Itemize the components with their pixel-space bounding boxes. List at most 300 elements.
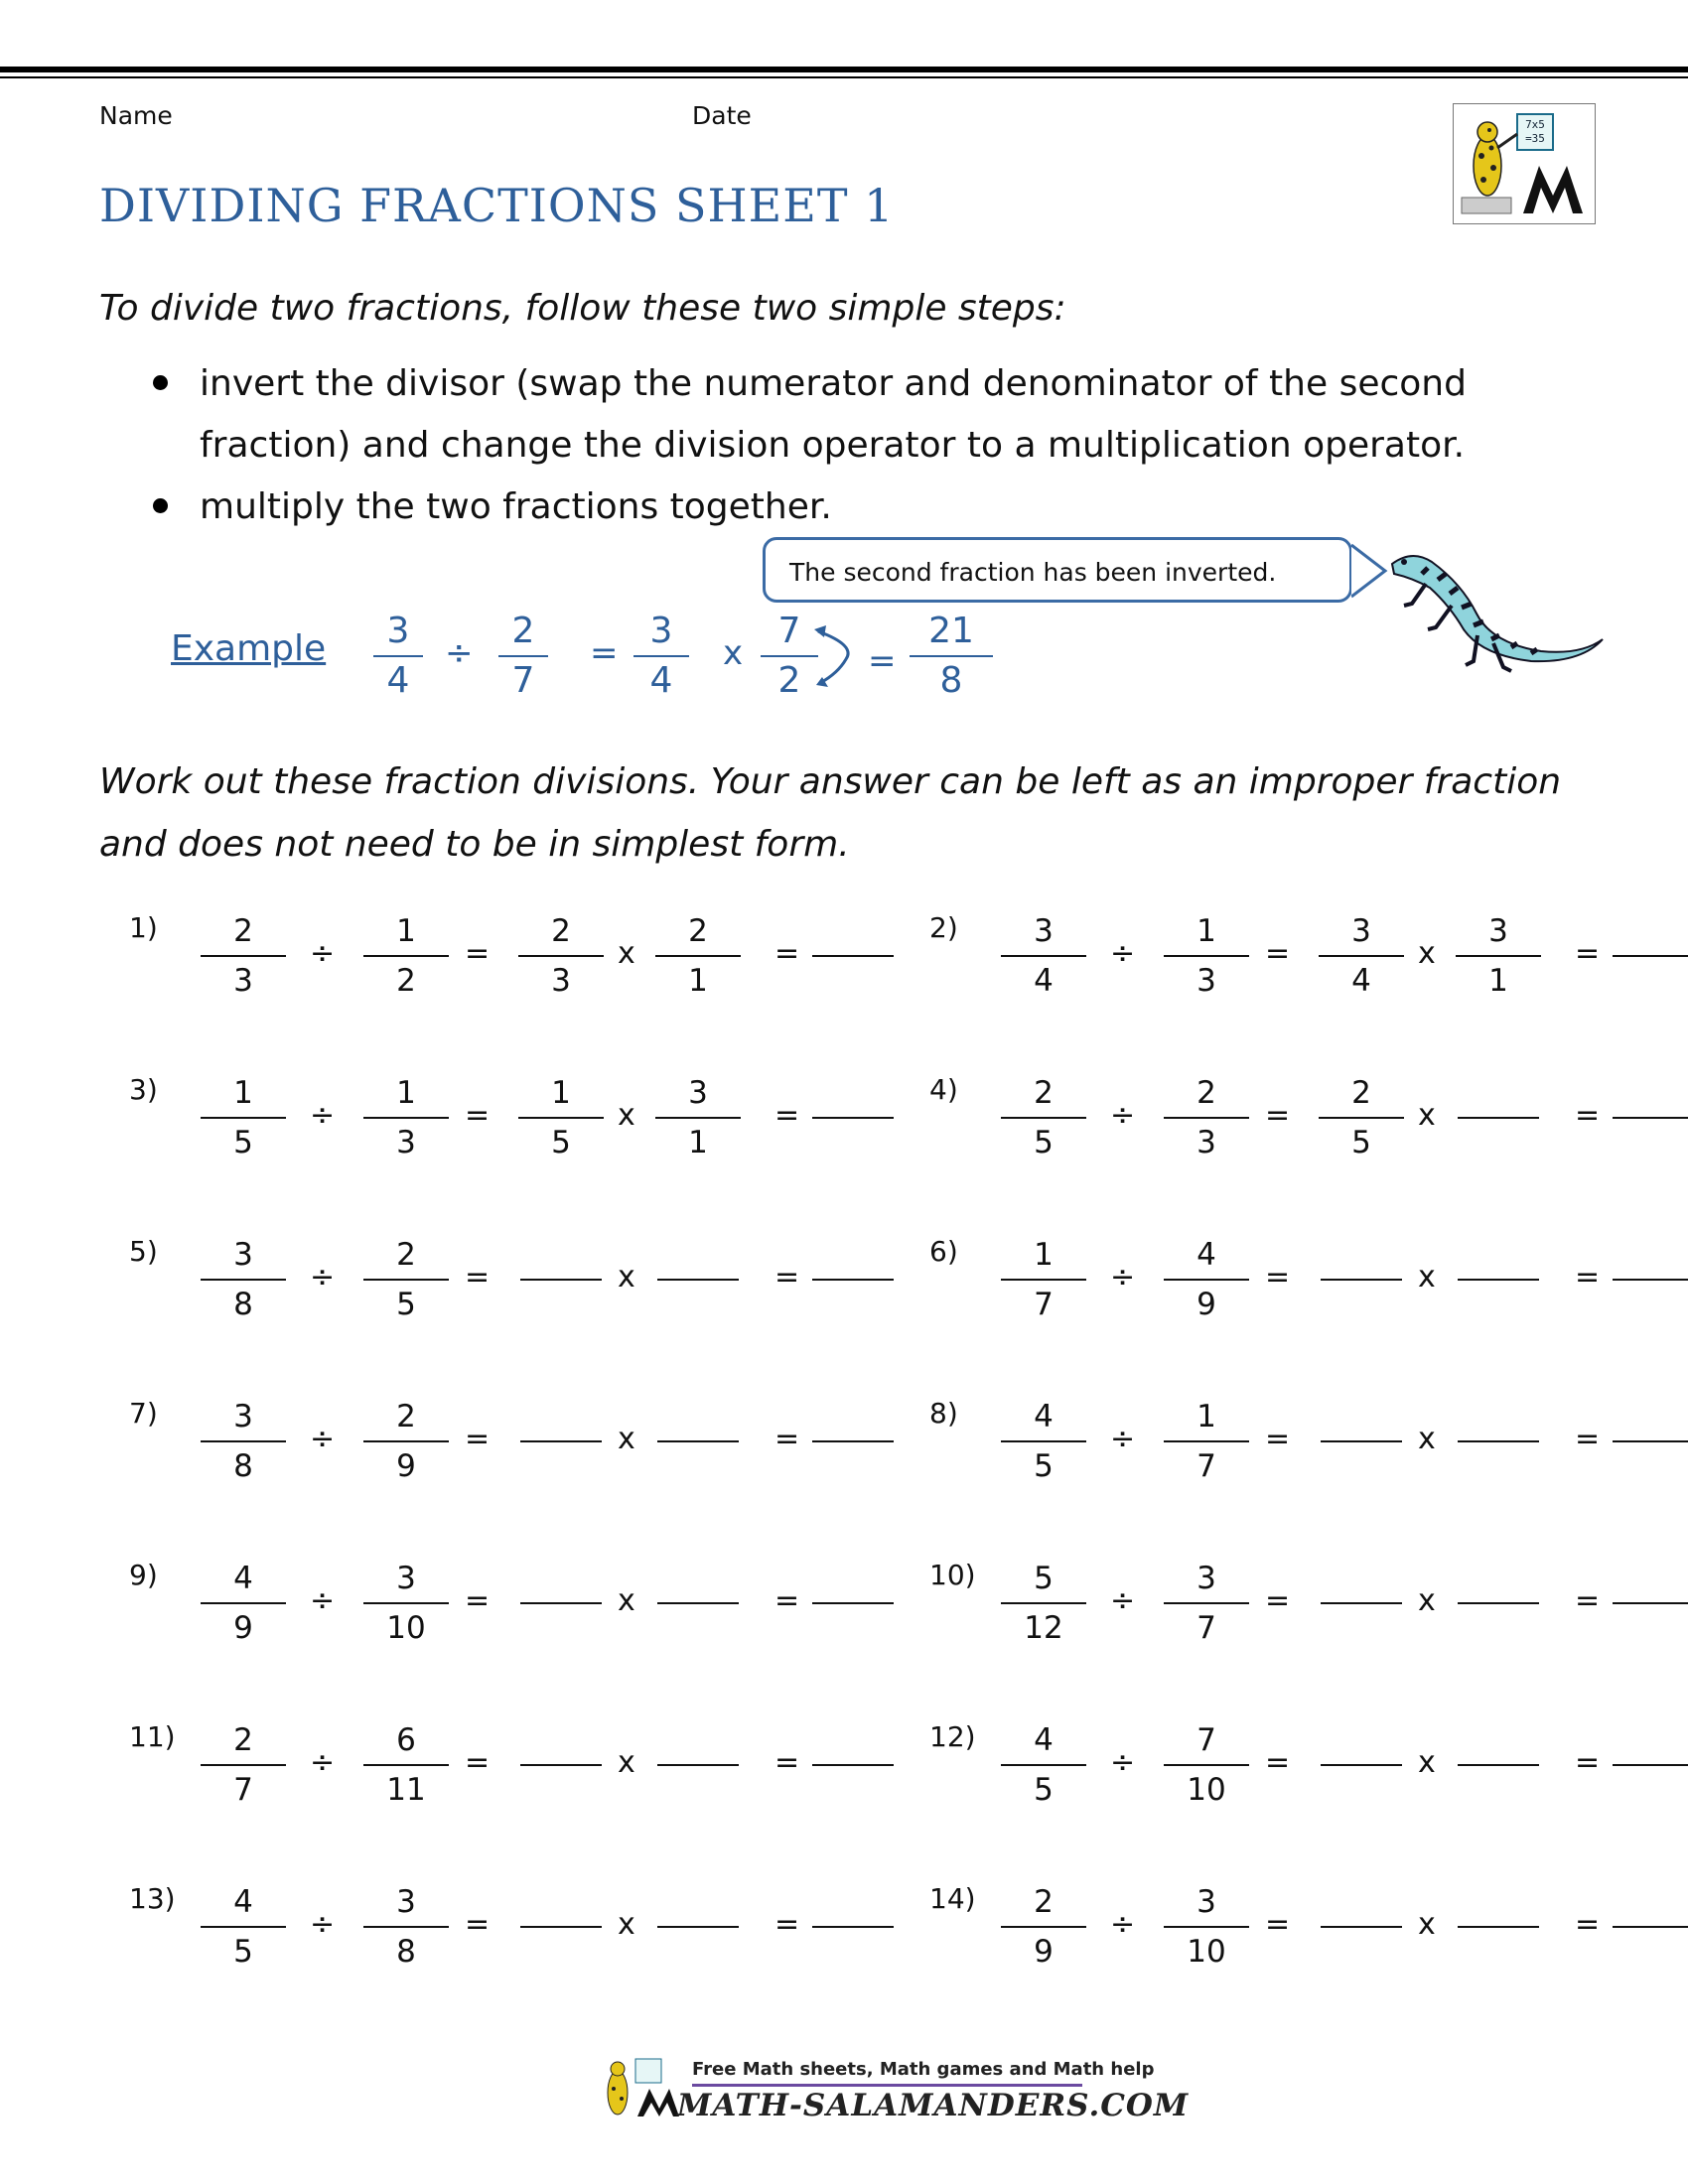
fraction-bar <box>363 1602 449 1604</box>
footer-logo-icon <box>594 2055 681 2118</box>
problem-item <box>929 1235 1688 1344</box>
first-fraction-blank[interactable] <box>1321 1926 1402 1928</box>
times-sign: x <box>1418 1098 1436 1133</box>
numerator: 7 <box>777 611 801 651</box>
numerator: 1 <box>1196 913 1216 949</box>
denominator: 10 <box>1187 1772 1226 1808</box>
fraction-bar <box>1164 1117 1249 1119</box>
problem-item <box>929 1882 1688 1991</box>
times-sign: x <box>1418 1260 1436 1295</box>
fraction-bar <box>1001 1602 1086 1604</box>
fraction-bar <box>201 1440 286 1442</box>
inverted-fraction-blank[interactable] <box>657 1279 739 1281</box>
denominator: 5 <box>1034 1125 1054 1160</box>
fraction <box>1164 1559 1249 1648</box>
fraction <box>363 911 449 1001</box>
divide-sign: ÷ <box>310 936 336 971</box>
problem-number: 3) <box>129 1073 158 1106</box>
step-item <box>147 353 1537 477</box>
numerator: 4 <box>233 1561 253 1596</box>
fraction <box>363 1235 449 1324</box>
numerator: 1 <box>1034 1237 1054 1273</box>
problem-number: 14) <box>929 1882 976 1915</box>
fraction <box>1001 1882 1086 1972</box>
divide-sign: ÷ <box>1110 936 1136 971</box>
inverted-fraction-blank[interactable] <box>657 1926 739 1928</box>
equals-sign: = <box>774 1583 800 1618</box>
denominator: 9 <box>233 1610 253 1646</box>
numerator: 2 <box>688 913 708 949</box>
numerator: 4 <box>1034 1722 1054 1758</box>
fraction-bar <box>373 655 423 657</box>
problem-number: 13) <box>129 1882 176 1915</box>
numerator: 4 <box>1034 1399 1054 1434</box>
problem-number: 7) <box>129 1397 158 1430</box>
problem-item <box>929 1397 1688 1506</box>
numerator: 3 <box>1196 1884 1216 1920</box>
denominator: 5 <box>1034 1448 1054 1484</box>
inverted-fraction-blank[interactable] <box>1458 1440 1539 1442</box>
divide-sign: ÷ <box>310 1907 336 1942</box>
name-label: Name <box>99 101 173 130</box>
inverted-fraction-blank[interactable] <box>1458 1117 1539 1119</box>
fraction-bar <box>1164 1764 1249 1766</box>
denominator: 1 <box>1488 963 1508 999</box>
answer-blank[interactable] <box>812 1926 894 1928</box>
fraction-bar <box>363 1926 449 1928</box>
example-label: Example <box>171 628 327 669</box>
equals-sign: = <box>1575 1583 1601 1618</box>
denominator: 7 <box>1034 1287 1054 1322</box>
equals-sign: = <box>1265 1745 1291 1780</box>
fraction-bar <box>1319 1117 1404 1119</box>
fraction-bar <box>518 955 604 957</box>
numerator: 2 <box>233 1722 253 1758</box>
example-divide-sign: ÷ <box>445 633 474 673</box>
fraction-bar <box>655 1117 741 1119</box>
equals-sign: = <box>1265 1583 1291 1618</box>
numerator: 2 <box>233 913 253 949</box>
numerator: 3 <box>386 611 410 651</box>
numerator: 3 <box>688 1075 708 1111</box>
denominator: 2 <box>396 963 416 999</box>
first-fraction-blank[interactable] <box>1321 1602 1402 1604</box>
equals-sign: = <box>1265 1422 1291 1456</box>
denominator: 7 <box>233 1772 253 1808</box>
step-text: invert the divisor (swap the numerator and denominator of the second fraction) and change the division operator to a multiplication operator. <box>200 363 1467 466</box>
fraction <box>1164 1073 1249 1162</box>
divide-sign: ÷ <box>310 1422 336 1456</box>
fraction-bar <box>1001 1279 1086 1281</box>
step-text: multiply the two fractions together. <box>200 486 832 527</box>
answer-blank[interactable] <box>1613 1764 1688 1766</box>
numerator: 2 <box>1351 1075 1371 1111</box>
problem-number: 11) <box>129 1720 176 1753</box>
fraction-bar <box>1164 1926 1249 1928</box>
answer-blank[interactable] <box>812 955 894 957</box>
equals-sign: = <box>465 1583 491 1618</box>
fraction-bar <box>1164 1440 1249 1442</box>
inverted-fraction-blank[interactable] <box>1458 1926 1539 1928</box>
problem-number: 10) <box>929 1559 976 1591</box>
numerator: 3 <box>1488 913 1508 949</box>
numerator: 2 <box>1034 1884 1054 1920</box>
numerator: 7 <box>1196 1722 1216 1758</box>
example-equals-sign: = <box>590 633 619 673</box>
denominator: 2 <box>777 660 801 701</box>
answer-blank[interactable] <box>812 1279 894 1281</box>
answer-blank[interactable] <box>812 1764 894 1766</box>
denominator: 9 <box>1034 1934 1054 1970</box>
footer-divider <box>692 2084 1082 2087</box>
equals-sign: = <box>774 1422 800 1456</box>
fraction <box>1001 1235 1086 1324</box>
inverted-fraction-blank[interactable] <box>1458 1764 1539 1766</box>
answer-blank[interactable] <box>1613 955 1688 957</box>
divide-sign: ÷ <box>1110 1745 1136 1780</box>
fraction <box>1001 1397 1086 1486</box>
denominator: 5 <box>396 1287 416 1322</box>
first-fraction-blank[interactable] <box>1321 1764 1402 1766</box>
equals-sign: = <box>774 1260 800 1295</box>
fraction-bar <box>1001 1764 1086 1766</box>
times-sign: x <box>618 1260 635 1295</box>
equals-sign: = <box>1265 1907 1291 1942</box>
denominator: 1 <box>688 963 708 999</box>
fraction <box>201 1235 286 1324</box>
fraction <box>201 911 286 1001</box>
example-fraction <box>498 610 548 703</box>
first-fraction-blank[interactable] <box>1321 1279 1402 1281</box>
equals-sign: = <box>1575 1422 1601 1456</box>
numerator: 3 <box>233 1237 253 1273</box>
fraction <box>1164 911 1249 1001</box>
denominator: 10 <box>386 1610 426 1646</box>
first-fraction-blank[interactable] <box>1321 1440 1402 1442</box>
date-label: Date <box>692 101 752 130</box>
denominator: 3 <box>1196 963 1216 999</box>
divide-sign: ÷ <box>310 1745 336 1780</box>
denominator: 8 <box>233 1287 253 1322</box>
numerator: 3 <box>1034 913 1054 949</box>
equals-sign: = <box>465 936 491 971</box>
divide-sign: ÷ <box>310 1098 336 1133</box>
numerator: 1 <box>233 1075 253 1111</box>
fraction <box>363 1882 449 1972</box>
bullet-icon <box>153 375 168 390</box>
denominator: 7 <box>1196 1448 1216 1484</box>
denominator: 3 <box>233 963 253 999</box>
equals-sign: = <box>774 936 800 971</box>
times-sign: x <box>618 1745 635 1780</box>
numerator: 3 <box>396 1884 416 1920</box>
denominator: 10 <box>1187 1934 1226 1970</box>
denominator: 5 <box>1034 1772 1054 1808</box>
times-sign: x <box>1418 1422 1436 1456</box>
numerator: 4 <box>233 1884 253 1920</box>
fraction-bar <box>1001 1926 1086 1928</box>
equals-sign: = <box>1265 1098 1291 1133</box>
footer-tagline: Free Math sheets, Math games and Math help <box>692 2059 1155 2080</box>
numerator: 2 <box>1196 1075 1216 1111</box>
equals-sign: = <box>774 1745 800 1780</box>
fraction-bar <box>201 1764 286 1766</box>
divide-sign: ÷ <box>1110 1583 1136 1618</box>
callout-bubble: The second fraction has been inverted. <box>763 537 1352 603</box>
equals-sign: = <box>465 1098 491 1133</box>
denominator: 12 <box>1024 1610 1063 1646</box>
fraction-bar <box>363 1764 449 1766</box>
inverted-fraction-blank[interactable] <box>1458 1602 1539 1604</box>
denominator: 4 <box>1034 963 1054 999</box>
denominator: 9 <box>396 1448 416 1484</box>
equals-sign: = <box>1575 1745 1601 1780</box>
equals-sign: = <box>465 1422 491 1456</box>
answer-blank[interactable] <box>1613 1926 1688 1928</box>
problem-number: 6) <box>929 1235 958 1268</box>
equals-sign: = <box>1265 1260 1291 1295</box>
times-sign: x <box>618 1422 635 1456</box>
logo-card-line-1: 7x5 <box>1525 118 1545 131</box>
bullet-icon <box>153 498 168 513</box>
problem-number: 2) <box>929 911 958 944</box>
fraction <box>201 1559 286 1648</box>
first-fraction-blank[interactable] <box>520 1440 602 1442</box>
first-fraction-blank[interactable] <box>520 1926 602 1928</box>
problem-item <box>129 911 923 1021</box>
fraction <box>201 1073 286 1162</box>
first-fraction-blank[interactable] <box>520 1764 602 1766</box>
first-fraction-blank[interactable] <box>520 1602 602 1604</box>
fraction-bar <box>1164 1279 1249 1281</box>
divide-sign: ÷ <box>1110 1422 1136 1456</box>
top-rule-thin <box>0 76 1688 78</box>
times-sign: x <box>618 1583 635 1618</box>
fraction-bar <box>363 955 449 957</box>
top-rule-thick <box>0 67 1688 72</box>
fraction-bar <box>1164 1602 1249 1604</box>
problem-item <box>129 1235 923 1344</box>
fraction-bar <box>1001 955 1086 957</box>
fraction-bar <box>518 1117 604 1119</box>
equals-sign: = <box>774 1907 800 1942</box>
fraction <box>201 1720 286 1810</box>
problem-number: 12) <box>929 1720 976 1753</box>
denominator: 3 <box>396 1125 416 1160</box>
problem-item <box>129 1073 923 1182</box>
fraction-bar <box>363 1440 449 1442</box>
denominator: 8 <box>233 1448 253 1484</box>
fraction <box>1319 1073 1404 1162</box>
fraction-bar <box>655 955 741 957</box>
numerator: 1 <box>551 1075 571 1111</box>
example-fraction <box>373 610 423 703</box>
denominator: 8 <box>939 660 963 701</box>
denominator: 11 <box>386 1772 426 1808</box>
numerator: 3 <box>1196 1561 1216 1596</box>
numerator: 3 <box>233 1399 253 1434</box>
divide-sign: ÷ <box>310 1583 336 1618</box>
problem-number: 1) <box>129 911 158 944</box>
denominator: 3 <box>551 963 571 999</box>
equals-sign: = <box>1575 1098 1601 1133</box>
fraction-bar <box>1164 955 1249 957</box>
step-item <box>147 477 1537 538</box>
fraction <box>1164 1720 1249 1810</box>
fraction <box>363 1720 449 1810</box>
fraction <box>1001 1559 1086 1648</box>
denominator: 1 <box>688 1125 708 1160</box>
denominator: 4 <box>649 660 673 701</box>
equals-sign: = <box>1575 1260 1601 1295</box>
numerator: 2 <box>396 1399 416 1434</box>
inverted-fraction-blank[interactable] <box>1458 1279 1539 1281</box>
example-times-sign: x <box>723 633 744 673</box>
intro-lead: To divide two fractions, follow these two simple steps: <box>99 288 1066 329</box>
fraction <box>1164 1397 1249 1486</box>
equals-sign: = <box>465 1745 491 1780</box>
fraction-bar <box>1456 955 1541 957</box>
divide-sign: ÷ <box>1110 1260 1136 1295</box>
answer-blank[interactable] <box>1613 1440 1688 1442</box>
problem-item <box>929 1073 1688 1182</box>
numerator: 3 <box>396 1561 416 1596</box>
denominator: 5 <box>233 1934 253 1970</box>
numerator: 21 <box>928 611 974 651</box>
equals-sign: = <box>1575 936 1601 971</box>
denominator: 7 <box>1196 1610 1216 1646</box>
fraction-bar <box>201 1602 286 1604</box>
answer-blank[interactable] <box>812 1117 894 1119</box>
denominator: 7 <box>511 660 535 701</box>
numerator: 4 <box>1196 1237 1216 1273</box>
equals-sign: = <box>465 1260 491 1295</box>
problem-item <box>929 1720 1688 1830</box>
answer-blank[interactable] <box>812 1440 894 1442</box>
inverted-fraction-blank[interactable] <box>657 1440 739 1442</box>
problem-number: 4) <box>929 1073 958 1106</box>
numerator: 1 <box>1196 1399 1216 1434</box>
numerator: 2 <box>1034 1075 1054 1111</box>
example-fraction <box>633 610 689 703</box>
divide-sign: ÷ <box>1110 1907 1136 1942</box>
divide-sign: ÷ <box>1110 1098 1136 1133</box>
fraction-bar <box>761 655 818 657</box>
fraction <box>655 911 741 1001</box>
fraction <box>363 1073 449 1162</box>
fraction <box>201 1397 286 1486</box>
fraction-bar <box>498 655 548 657</box>
equals-sign: = <box>1265 936 1291 971</box>
numerator: 3 <box>649 611 673 651</box>
problem-number: 9) <box>129 1559 158 1591</box>
fraction-bar <box>363 1117 449 1119</box>
problem-item <box>129 1397 923 1506</box>
fraction-bar <box>363 1279 449 1281</box>
problem-item <box>129 1882 923 1991</box>
fraction <box>1001 911 1086 1001</box>
fraction-bar <box>201 1926 286 1928</box>
numerator: 2 <box>511 611 535 651</box>
denominator: 3 <box>1196 1125 1216 1160</box>
denominator: 4 <box>386 660 410 701</box>
answer-blank[interactable] <box>1613 1602 1688 1604</box>
numerator: 3 <box>1351 913 1371 949</box>
problem-number: 5) <box>129 1235 158 1268</box>
answer-blank[interactable] <box>812 1602 894 1604</box>
problem-item <box>929 911 1688 1021</box>
fraction <box>1456 911 1541 1001</box>
answer-blank[interactable] <box>1613 1279 1688 1281</box>
problem-item <box>129 1559 923 1668</box>
equals-sign: = <box>774 1098 800 1133</box>
fraction <box>1001 1720 1086 1810</box>
example-equals-sign: = <box>868 641 897 681</box>
inverted-fraction-blank[interactable] <box>657 1602 739 1604</box>
numerator: 2 <box>551 913 571 949</box>
example-inverted-fraction <box>761 610 818 703</box>
equals-sign: = <box>1575 1907 1601 1942</box>
fraction <box>1319 911 1404 1001</box>
times-sign: x <box>618 1907 635 1942</box>
answer-blank[interactable] <box>1613 1117 1688 1119</box>
logo-card-line-2: =35 <box>1525 132 1545 145</box>
swap-arrow-icon <box>812 621 864 695</box>
equals-sign: = <box>465 1907 491 1942</box>
fraction-bar <box>910 655 993 657</box>
times-sign: x <box>1418 1745 1436 1780</box>
times-sign: x <box>618 936 635 971</box>
times-sign: x <box>1418 1907 1436 1942</box>
fraction-bar <box>201 1117 286 1119</box>
times-sign: x <box>618 1098 635 1133</box>
times-sign: x <box>1418 1583 1436 1618</box>
instructions: Work out these fraction divisions. Your answer can be left as an improper fraction and does not need to be in simplest form. <box>99 761 1562 865</box>
denominator: 5 <box>1351 1125 1371 1160</box>
times-sign: x <box>1418 936 1436 971</box>
fraction <box>201 1882 286 1972</box>
fraction-bar <box>1001 1117 1086 1119</box>
fraction <box>518 911 604 1001</box>
first-fraction-blank[interactable] <box>520 1279 602 1281</box>
footer-site-link[interactable]: MATH-SALAMANDERS.COM <box>677 2088 1190 2123</box>
numerator: 1 <box>396 913 416 949</box>
numerator: 5 <box>1034 1561 1054 1596</box>
denominator: 9 <box>1196 1287 1216 1322</box>
fraction <box>363 1559 449 1648</box>
inverted-fraction-blank[interactable] <box>657 1764 739 1766</box>
problem-item <box>129 1720 923 1830</box>
fraction <box>1001 1073 1086 1162</box>
denominator: 5 <box>233 1125 253 1160</box>
denominator: 8 <box>396 1934 416 1970</box>
denominator: 5 <box>551 1125 571 1160</box>
fraction-bar <box>201 955 286 957</box>
denominator: 4 <box>1351 963 1371 999</box>
divide-sign: ÷ <box>310 1260 336 1295</box>
numerator: 2 <box>396 1237 416 1273</box>
example-result-fraction <box>910 610 993 703</box>
fraction-bar <box>1001 1440 1086 1442</box>
fraction <box>1164 1235 1249 1324</box>
fraction <box>518 1073 604 1162</box>
salamander-logo <box>1453 103 1596 224</box>
fraction <box>1164 1882 1249 1972</box>
page-title: DIVIDING FRACTIONS SHEET 1 <box>99 179 895 232</box>
numerator: 6 <box>396 1722 416 1758</box>
problem-item <box>929 1559 1688 1668</box>
salamander-illustration-icon <box>1382 544 1607 683</box>
